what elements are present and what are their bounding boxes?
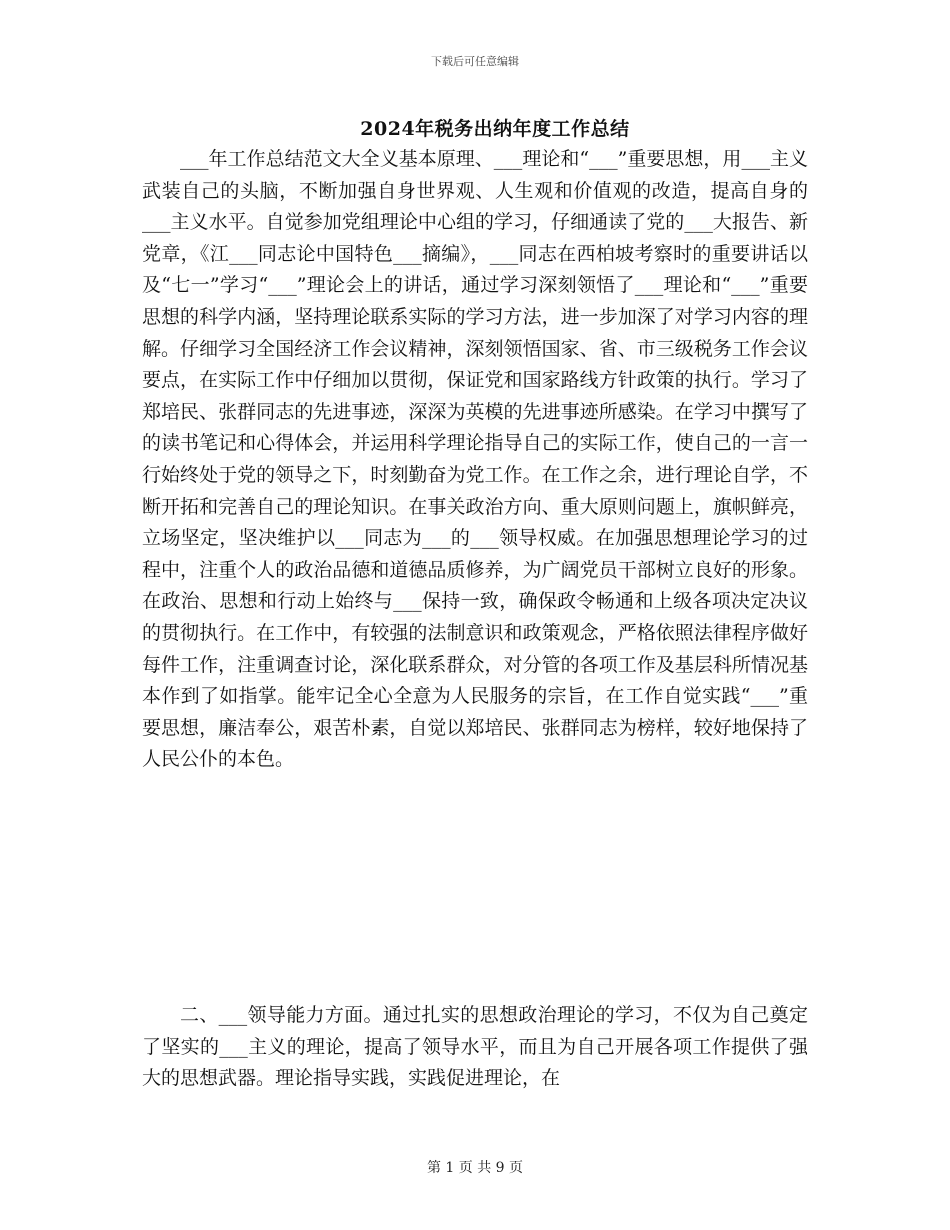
page-header-note: 下载后可任意编辑 [431, 55, 519, 68]
page-number-footer: 第 1 页 共 9 页 [426, 1160, 524, 1176]
document-title: 2024年税务出纳年度工作总结 [360, 118, 630, 140]
paragraph-2: 二、___领导能力方面。通过扎实的思想政治理论的学习，不仅为自己奠定了坚实的___主义的理论，提高了领导水平，而且为自己开展各项工作提供了强大的思想武器。理论指导实践，实践促进理论，在 [142, 1004, 808, 1090]
document-body-section-2 [142, 1000, 808, 1095]
document-body-section-1 [142, 144, 808, 776]
paragraph-1: ___年工作总结范文大全义基本原理、___理论和“___”重要思想，用___主义武装自己的头脑，不断加强自身世界观、人生观和价值观的改造，提高自身的___主义水平。自觉参加党组理论中心组的学习，仔细通读了党的___大报告、新党章，《江___同志论中国特色___摘编》，___同志在西柏坡考察时的重要讲话以及“七一”学习“___”理论会上的讲话，通过学习深刻领悟了___理论和“___”重要思想的科学内涵，坚持理论联系实际的学习方法，进一步加深了对学习内容的理解。仔细学习全国经济工作会议精神，深刻领悟国家、省、市三级税务工作会议要点，在实际工作中仔细加以贯彻，保证党和国家路线方针政策的执行。学习了郑培民、张群同志的先进事迹，深深为英模的先进事迹所感染。在学习中撰写了的读书笔记和心得体会，并运用科学理论指导自己的实际工作，使自己的一言一行始终处于党的领导之下，时刻勤奋为党工作。在工作之余，进行理论自学，不断开拓和完善自己的理论知识。在事关政治方向、重大原则问题上，旗帜鲜亮，立场坚定，坚决维护以___同志为___的___领导权威。在加强思想理论学习的过程中，注重个人的政治品德和道德品质修养，为广阔党员干部树立良好的形象。在政治、思想和行动上始终与___保持一致，确保政令畅通和上级各项决定决议的贯彻执行。在工作中，有较强的法制意识和政策观念，严格依照法律程序做好每件工作，注重调查讨论，深化联系群众，对分管的各项工作及基层科所情况基本作到了如指掌。能牢记全心全意为人民服务的宗旨，在工作自觉实践“___”重要思想，廉洁奉公，艰苦朴素，自觉以郑培民、张群同志为榜样，较好地保持了人民公仆的本色。 [142, 148, 808, 771]
